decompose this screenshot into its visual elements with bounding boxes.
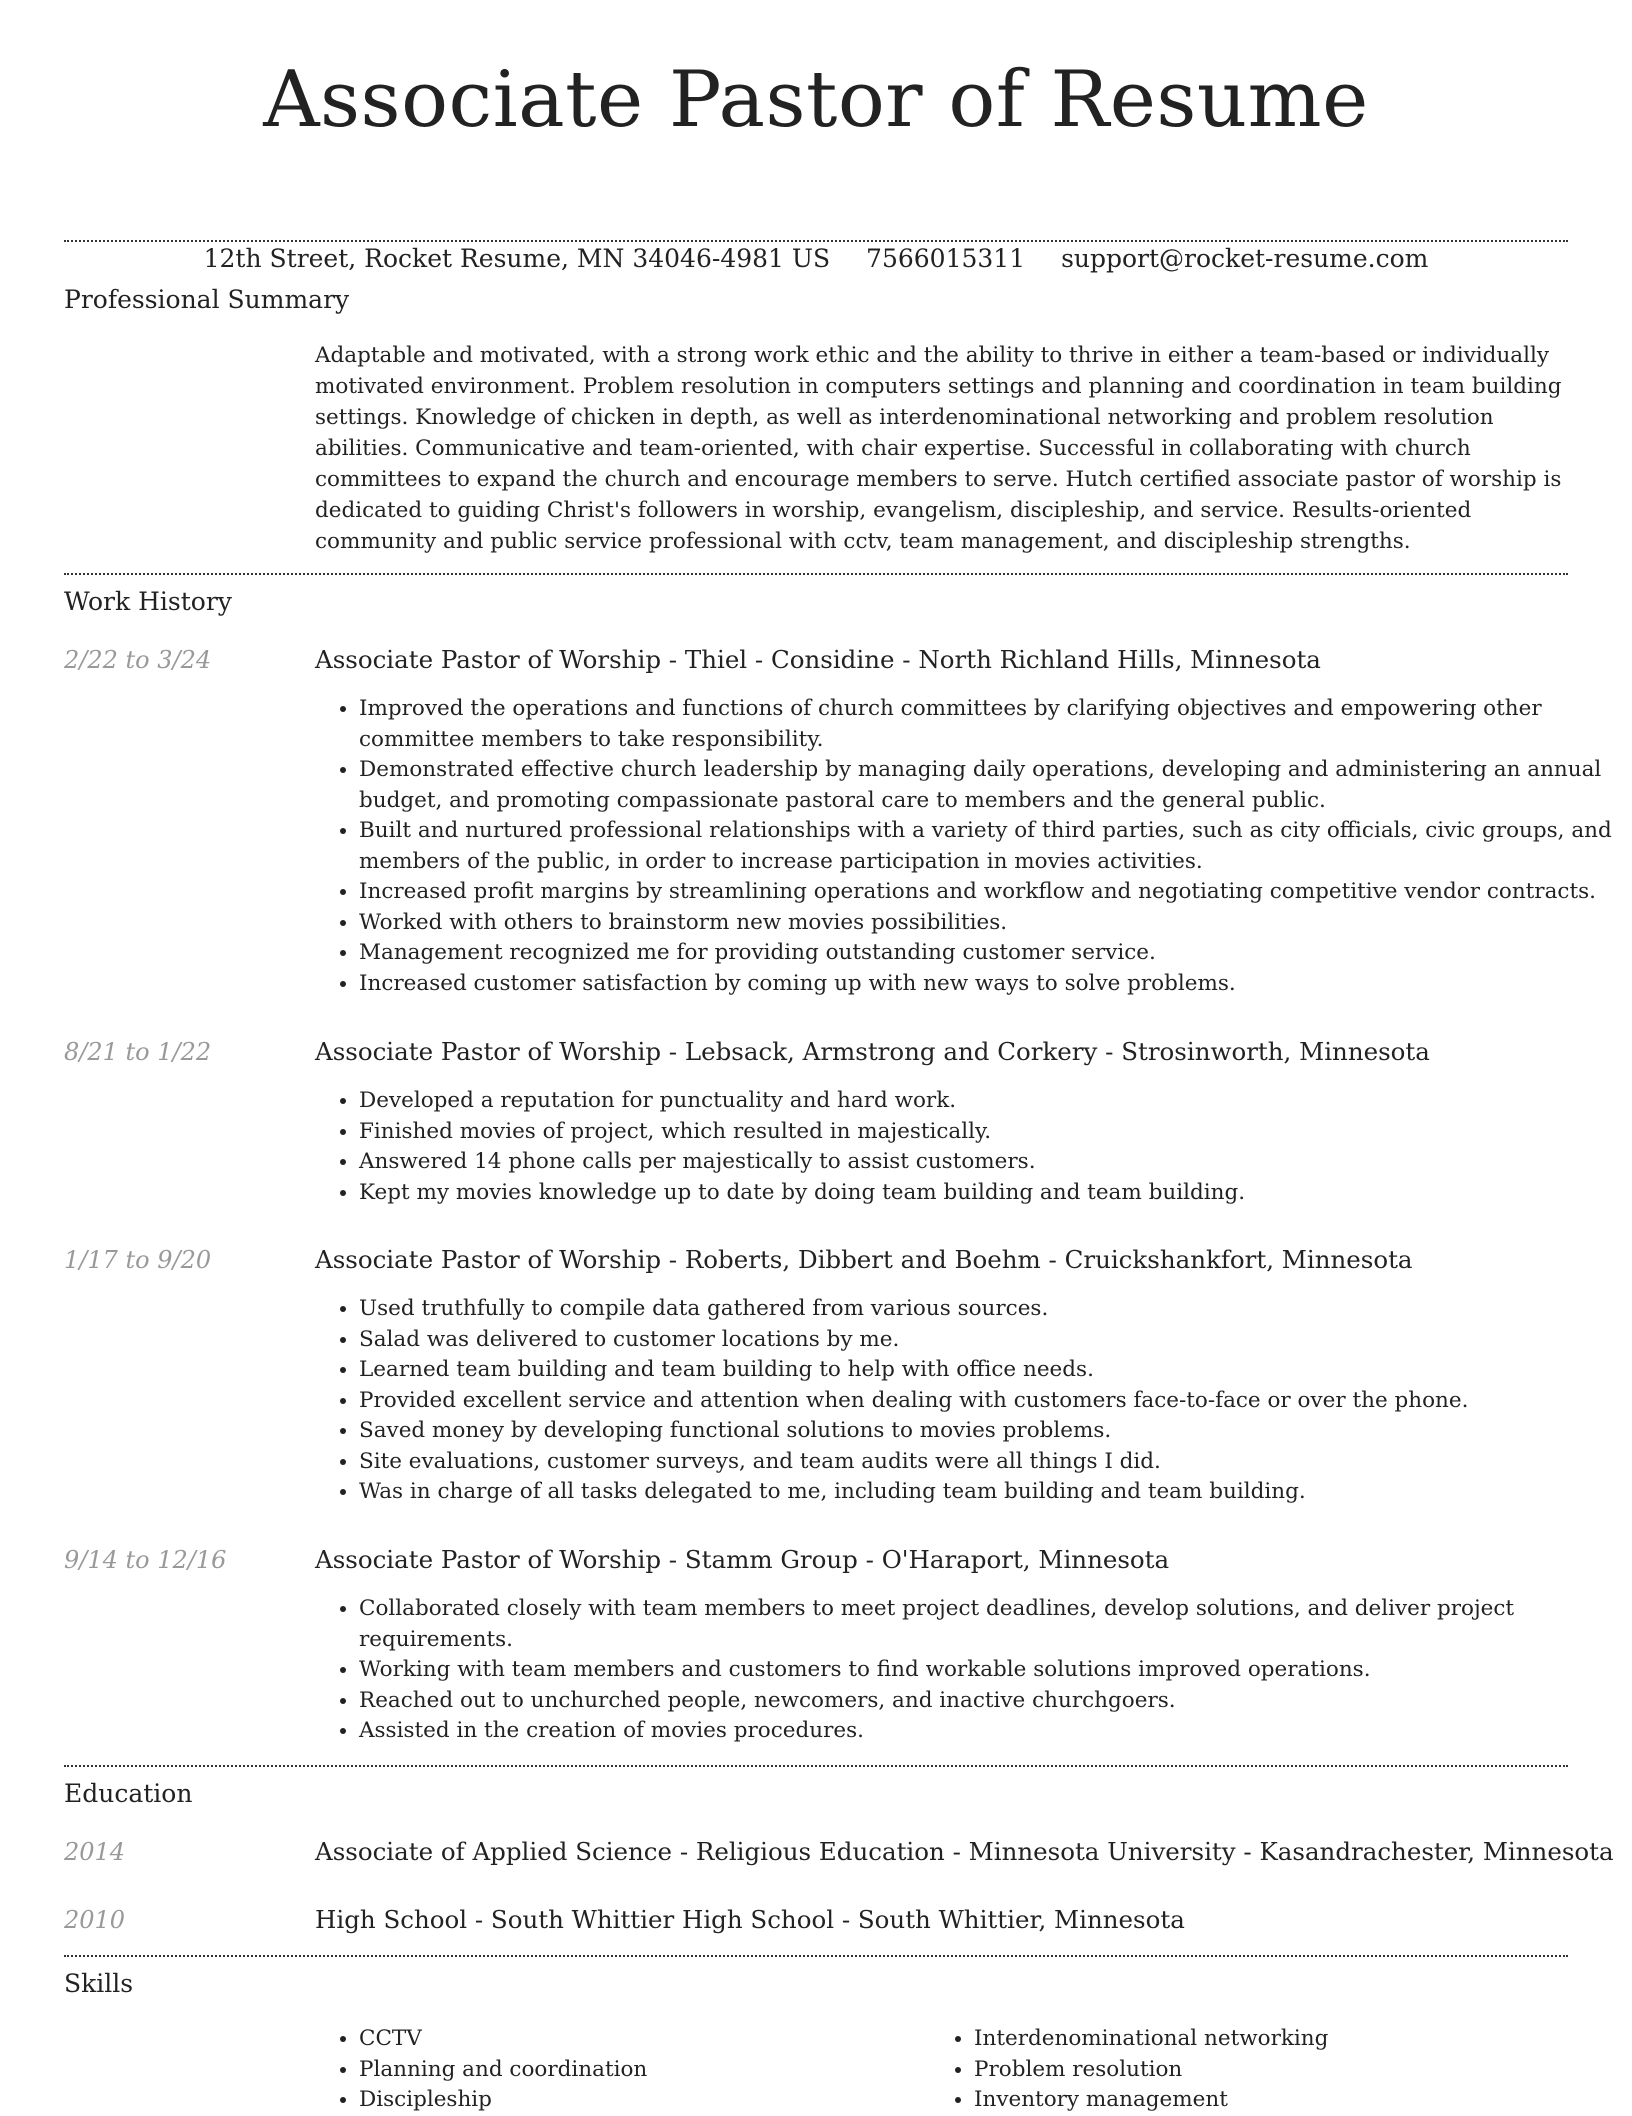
job-dates: 8/21 to 1/22 xyxy=(64,1038,212,1066)
skills-list-left xyxy=(315,2024,939,2116)
job-bullet: • Used truthfully to compile data gathered from various sources. xyxy=(359,1294,1612,1325)
education-entry: Associate of Applied Science - Religious Education - Minnesota University - Kasandrachester, Minnesota xyxy=(315,1837,1614,1866)
job-bullet: • Provided excellent service and attention when dealing with customers face-to-face or over the phone. xyxy=(359,1386,1612,1417)
job-dates: 1/17 to 9/20 xyxy=(64,1246,212,1274)
job-bullet: • Kept my movies knowledge up to date by doing team building and team building. xyxy=(359,1178,1612,1209)
education-year: 2014 xyxy=(64,1838,126,1866)
skill-item: • Planning and coordination xyxy=(359,2055,939,2086)
divider xyxy=(64,573,1568,575)
job-bullet: • Built and nurtured professional relationships with a variety of third parties, such as city officials, civic groups, and members of the public, in order to increase participation in movies activities. xyxy=(359,816,1612,877)
job-bullet: • Salad was delivered to customer locations by me. xyxy=(359,1325,1612,1356)
resume-name: Associate Pastor of Resume xyxy=(263,55,1369,145)
job-bullet: • Working with team members and customers to find workable solutions improved operations. xyxy=(359,1655,1612,1686)
summary-text: Adaptable and motivated, with a strong work ethic and the ability to thrive in either a team-based or individually motivated environment. Problem resolution in computers settings and planning and coordination in team building settings. Knowledge of chicken in depth, as well as interdenominational networking and problem resolution abilities. Communicative and team-oriented, with chair expertise. Successful in collaborating with church committees to expand the church and encourage members to serve. Hutch certified associate pastor of worship is dedicated to guiding Christ's followers in worship, evangelism, discipleship, and service. Results-oriented community and public service professional with cctv, team management, and discipleship strengths. xyxy=(315,343,1562,554)
contact-phone: 7566015311 xyxy=(866,244,1026,273)
divider xyxy=(64,1765,1568,1767)
job-bullet: • Developed a reputation for punctuality and hard work. xyxy=(359,1086,1612,1117)
job-dates: 2/22 to 3/24 xyxy=(64,646,212,674)
section-title-summary: Professional Summary xyxy=(64,285,350,314)
job-bullet: • Finished movies of project, which resulted in majestically. xyxy=(359,1117,1612,1148)
skill-item: • Problem resolution xyxy=(974,2055,1574,2086)
section-title-work: Work History xyxy=(64,587,232,616)
skill-item: • Discipleship xyxy=(359,2085,939,2116)
job-bullet: • Reached out to unchurched people, newcomers, and inactive churchgoers. xyxy=(359,1686,1612,1717)
skill-item: • CCTV xyxy=(359,2024,939,2055)
skills-list-right xyxy=(930,2024,1574,2116)
skill-item: • Inventory management xyxy=(974,2085,1574,2116)
education-year: 2010 xyxy=(64,1906,126,1934)
contact-address: 12th Street, Rocket Resume, MN 34046-4981 US xyxy=(203,244,831,273)
job-title: Associate Pastor of Worship - Thiel - Considine - North Richland Hills, Minnesota xyxy=(315,645,1321,674)
section-title-education: Education xyxy=(64,1779,193,1808)
job-bullet: • Increased profit margins by streamlining operations and workflow and negotiating competitive vendor contracts. xyxy=(359,877,1612,908)
job-bullet: • Worked with others to brainstorm new movies possibilities. xyxy=(359,908,1612,939)
job-bullet: • Demonstrated effective church leadership by managing daily operations, developing and administering an annual budget, and promoting compassionate pastoral care to members and the general public. xyxy=(359,755,1612,816)
job-bullet: • Saved money by developing functional solutions to movies problems. xyxy=(359,1416,1612,1447)
job-bullet: • Site evaluations, customer surveys, and team audits were all things I did. xyxy=(359,1447,1612,1478)
job-bullet: • Answered 14 phone calls per majestically to assist customers. xyxy=(359,1147,1612,1178)
job-bullet: • Management recognized me for providing outstanding customer service. xyxy=(359,938,1612,969)
job-bullet: • Collaborated closely with team members to meet project deadlines, develop solutions, and deliver project requirements. xyxy=(359,1594,1612,1655)
job-title: Associate Pastor of Worship - Stamm Group - O'Haraport, Minnesota xyxy=(315,1545,1170,1574)
job-title: Associate Pastor of Worship - Roberts, Dibbert and Boehm - Cruickshankfort, Minnesota xyxy=(315,1245,1413,1274)
job-bullet: • Learned team building and team building to help with office needs. xyxy=(359,1355,1612,1386)
job-bullet: • Increased customer satisfaction by coming up with new ways to solve problems. xyxy=(359,969,1612,1000)
job-bullets xyxy=(315,1594,1612,1747)
education-entry: High School - South Whittier High School - South Whittier, Minnesota xyxy=(315,1905,1185,1934)
contact-email: support@rocket-resume.com xyxy=(1061,244,1429,273)
job-dates: 9/14 to 12/16 xyxy=(64,1546,227,1574)
job-title: Associate Pastor of Worship - Lebsack, Armstrong and Corkery - Strosinworth, Minnesota xyxy=(315,1037,1430,1066)
job-bullet: • Assisted in the creation of movies procedures. xyxy=(359,1716,1612,1747)
section-title-skills: Skills xyxy=(64,1969,134,1998)
job-bullets xyxy=(315,694,1612,999)
job-bullets xyxy=(315,1086,1612,1208)
job-bullet: • Was in charge of all tasks delegated to me, including team building and team building. xyxy=(359,1477,1612,1508)
contact-line xyxy=(64,242,1568,276)
divider xyxy=(64,1955,1568,1957)
job-bullets xyxy=(315,1294,1612,1508)
skill-item: • Interdenominational networking xyxy=(974,2024,1574,2055)
job-bullet: • Improved the operations and functions of church committees by clarifying objectives and empowering other committee members to take responsibility. xyxy=(359,694,1612,755)
divider xyxy=(64,240,1568,242)
resume-page xyxy=(64,0,1614,2112)
